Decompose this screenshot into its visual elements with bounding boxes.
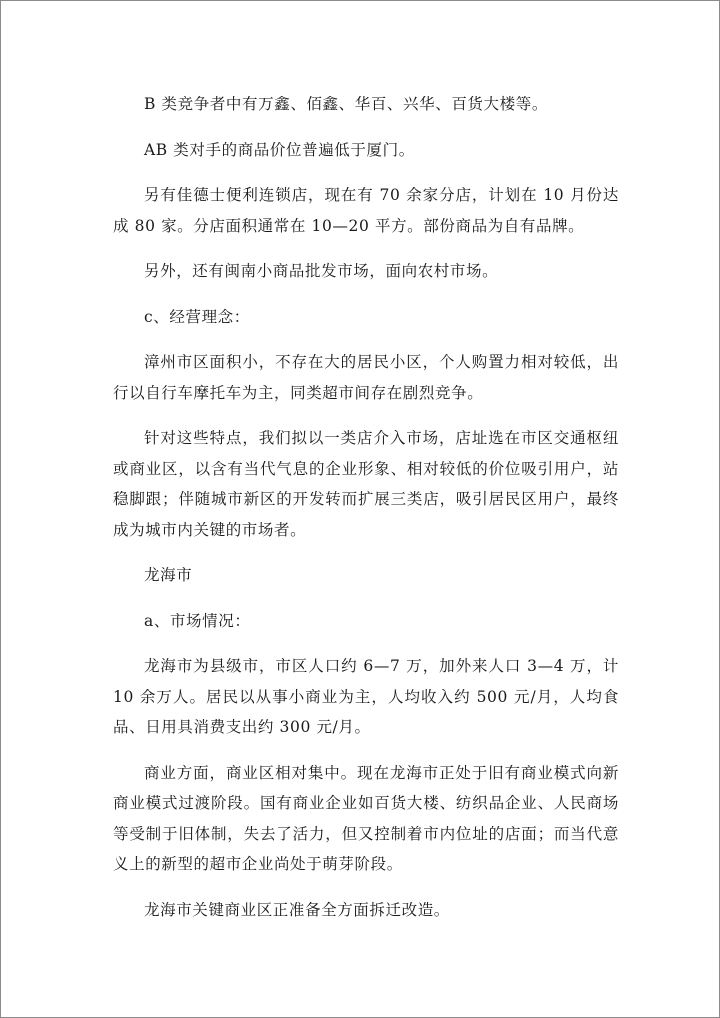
paragraph-b-competitors: B 类竞争者中有万鑫、佰鑫、华百、兴华、百货大楼等。 (144, 95, 548, 113)
heading-longhai-city: 龙海市 (144, 566, 193, 584)
heading-business-philosophy: c、经营理念： (144, 307, 250, 326)
paragraph-ab-pricing: AB 类对手的商品价位普遍低于厦门。 (144, 140, 415, 159)
heading-market-situation: a、市场情况： (144, 611, 251, 630)
paragraph-strategy: 针对这些特点，我们拟以一类店介入市场，店址选在市区交通枢纽或商业区，以含有当代气息的企业形象、相对较低的价位吸引用户，站稳脚跟；伴随城市新区的开发转而扩展三类店，吸引居民区用户，最终成为城市内关键的市场者。 (113, 429, 619, 539)
paragraph-wholesale-market: 另外，还有闽南小商品批发市场，面向农村市场。 (144, 262, 499, 280)
paragraph-longhai-population: 龙海市为县级市，市区人口约 6—7 万，加外来人口 3—4 万，计 10 余万人。居民以从事小商业为主，人均收入约 500 元/月，人均食品、日用具消费支出约 300 元/月。 (113, 657, 619, 736)
document-body (113, 89, 619, 940)
paragraph-longhai-commerce: 商业方面，商业区相对集中。现在龙海市正处于旧有商业模式向新商业模式过渡阶段。国有商业企业如百货大楼、纺织品企业、人民商场等受制于旧体制，失去了活力，但又控制着市内位址的店面；而当代意义上的新型的超市企业尚处于萌芽阶段。 (113, 763, 619, 873)
paragraph-longhai-renovation: 龙海市关键商业区正准备全方面拆迁改造。 (144, 900, 450, 919)
paragraph-convenience-chain: 另有佳德士便利连锁店，现在有 70 余家分店，计划在 10 月份达成 80 家。分店面积通常在 10—20 平方。部份商品为自有品牌。 (113, 186, 619, 235)
paragraph-zhangzhou-conditions: 漳州市区面积小，不存在大的居民小区，个人购置力相对较低，出行以自行车摩托车为主，同类超市间存在剧烈竞争。 (113, 353, 619, 402)
